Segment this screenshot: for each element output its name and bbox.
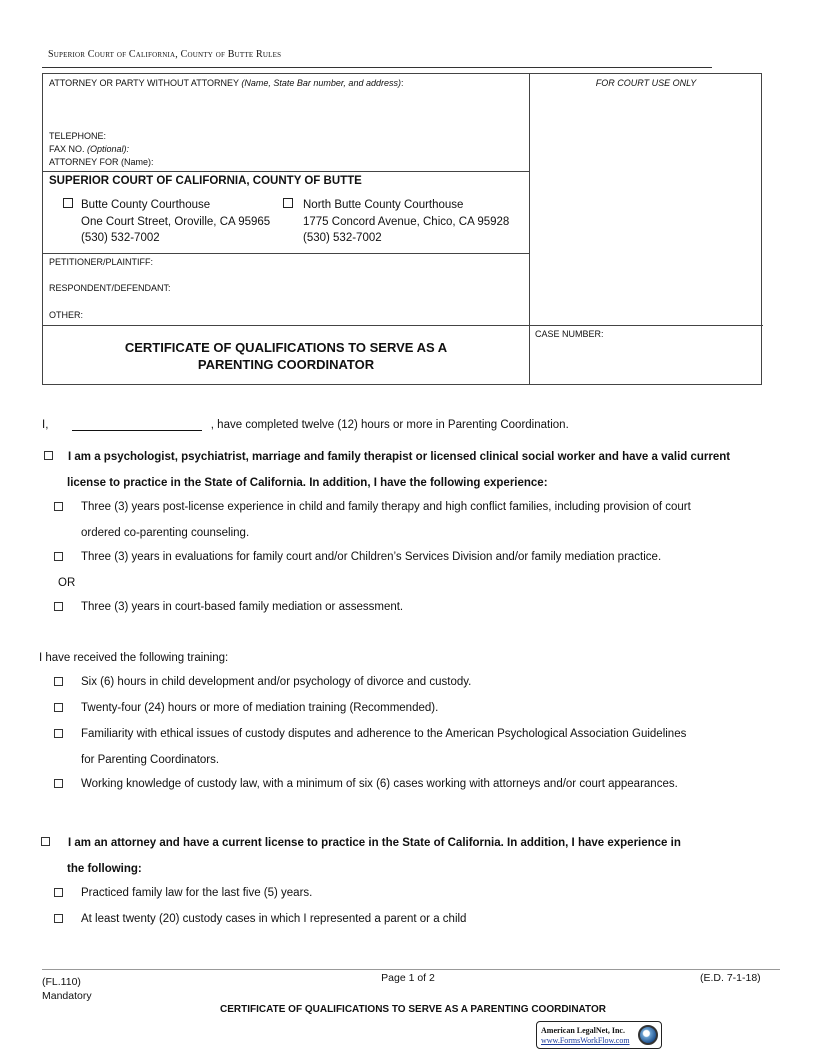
- training-mediation-checkbox[interactable]: [54, 703, 63, 712]
- attorney-statement-cont: the following:: [67, 863, 142, 875]
- american-legalnet-logo[interactable]: American LegalNet, Inc. www.FormsWorkFlow.com: [536, 1021, 662, 1049]
- experience-therapy: Three (3) years post-license experience in child and family therapy and high conflict families, including provision of court: [81, 501, 691, 513]
- form-number: (FL.110) Mandatory: [42, 976, 92, 1002]
- name-blank-field[interactable]: [72, 418, 202, 431]
- practiced-family-law: Practiced family law for the last five (5) years.: [81, 887, 313, 899]
- header-divider: [42, 67, 712, 68]
- attorney-statement: I am an attorney and have a current license to practice in the State of California. In addition, I have experience in: [68, 837, 681, 849]
- court-name: SUPERIOR COURT OF CALIFORNIA, COUNTY OF BUTTE: [49, 175, 362, 187]
- experience-evaluations: Three (3) years in evaluations for family court and/or Children’s Services Division and/or family mediation practice.: [81, 551, 662, 563]
- training-child-development: Six (6) hours in child development and/or psychology of divorce and custody.: [81, 676, 472, 688]
- experience-therapy-cont: ordered co-parenting counseling.: [81, 527, 250, 539]
- training-ethics-checkbox[interactable]: [54, 729, 63, 738]
- effective-date: (E.D. 7-1-18): [700, 972, 761, 984]
- court-use-label: FOR COURT USE ONLY: [595, 78, 697, 88]
- experience-mediation: Three (3) years in court-based family mediation or assessment.: [81, 601, 404, 613]
- caption-divider: [43, 253, 529, 254]
- petitioner-field[interactable]: PETITIONER/PLAINTIFF:: [49, 257, 154, 267]
- or-label: OR: [58, 577, 76, 589]
- practiced-family-law-checkbox[interactable]: [54, 888, 63, 897]
- training-child-development-checkbox[interactable]: [54, 677, 63, 686]
- attorney-label: ATTORNEY OR PARTY WITHOUT ATTORNEY (Name, State Bar number, and address):: [49, 78, 404, 88]
- fax-field[interactable]: FAX NO. (Optional):: [49, 144, 130, 154]
- training-ethics-cont: for Parenting Coordinators.: [81, 754, 220, 766]
- footer-divider: [42, 969, 780, 970]
- page-header-title: Superior Court of California, County of Butte Rules: [48, 49, 282, 60]
- psychologist-statement-cont: license to practice in the State of California. In addition, I have the following experience:: [67, 477, 548, 489]
- caption-box: [42, 73, 762, 385]
- courthouse-oroville: Butte County Courthouse One Court Street, Oroville, CA 95965 (530) 532-7002: [81, 199, 271, 244]
- experience-mediation-checkbox[interactable]: [54, 602, 63, 611]
- training-custody-law-checkbox[interactable]: [54, 779, 63, 788]
- globe-icon: [638, 1025, 658, 1045]
- footer-title: CERTIFICATE OF QUALIFICATIONS TO SERVE AS A PARENTING COORDINATOR: [220, 1004, 606, 1015]
- caption-column-divider: [529, 74, 530, 385]
- other-field[interactable]: OTHER:: [49, 310, 84, 320]
- experience-therapy-checkbox[interactable]: [54, 502, 63, 511]
- form-title: CERTIFICATE OF QUALIFICATIONS TO SERVE AS A PARENTING COORDINATOR: [124, 340, 448, 372]
- attorney-checkbox[interactable]: [41, 837, 50, 846]
- attorney-for-field[interactable]: ATTORNEY FOR (Name):: [49, 157, 154, 167]
- respondent-field[interactable]: RESPONDENT/DEFENDANT:: [49, 283, 171, 293]
- caption-divider: [43, 171, 529, 172]
- training-ethics: Familiarity with ethical issues of custody disputes and adherence to the American Psychological Association Guidelines: [81, 728, 687, 740]
- caption-divider: [43, 325, 763, 326]
- courthouse-chico: North Butte County Courthouse 1775 Concord Avenue, Chico, CA 95928 (530) 532-7002: [303, 199, 510, 244]
- custody-cases-checkbox[interactable]: [54, 914, 63, 923]
- courthouse-chico-checkbox[interactable]: [283, 198, 293, 208]
- training-custody-law: Working knowledge of custody law, with a minimum of six (6) cases working with attorneys and/or court appearances.: [81, 778, 678, 790]
- page-number: Page 1 of 2: [381, 972, 435, 984]
- custody-cases: At least twenty (20) custody cases in which I represented a parent or a child: [81, 913, 467, 925]
- psychologist-statement: I am a psychologist, psychiatrist, marriage and family therapist or licensed clinical social worker and have a valid current: [68, 451, 731, 463]
- training-heading: I have received the following training:: [39, 652, 229, 664]
- courthouse-oroville-checkbox[interactable]: [63, 198, 73, 208]
- case-number-field[interactable]: CASE NUMBER:: [535, 329, 604, 339]
- telephone-field[interactable]: TELEPHONE:: [49, 131, 107, 141]
- intro-line: I, , have completed twelve (12) hours or more in Parenting Coordination.: [42, 419, 569, 431]
- psychologist-checkbox[interactable]: [44, 451, 53, 460]
- training-mediation: Twenty-four (24) hours or more of mediation training (Recommended).: [81, 702, 439, 714]
- experience-evaluations-checkbox[interactable]: [54, 552, 63, 561]
